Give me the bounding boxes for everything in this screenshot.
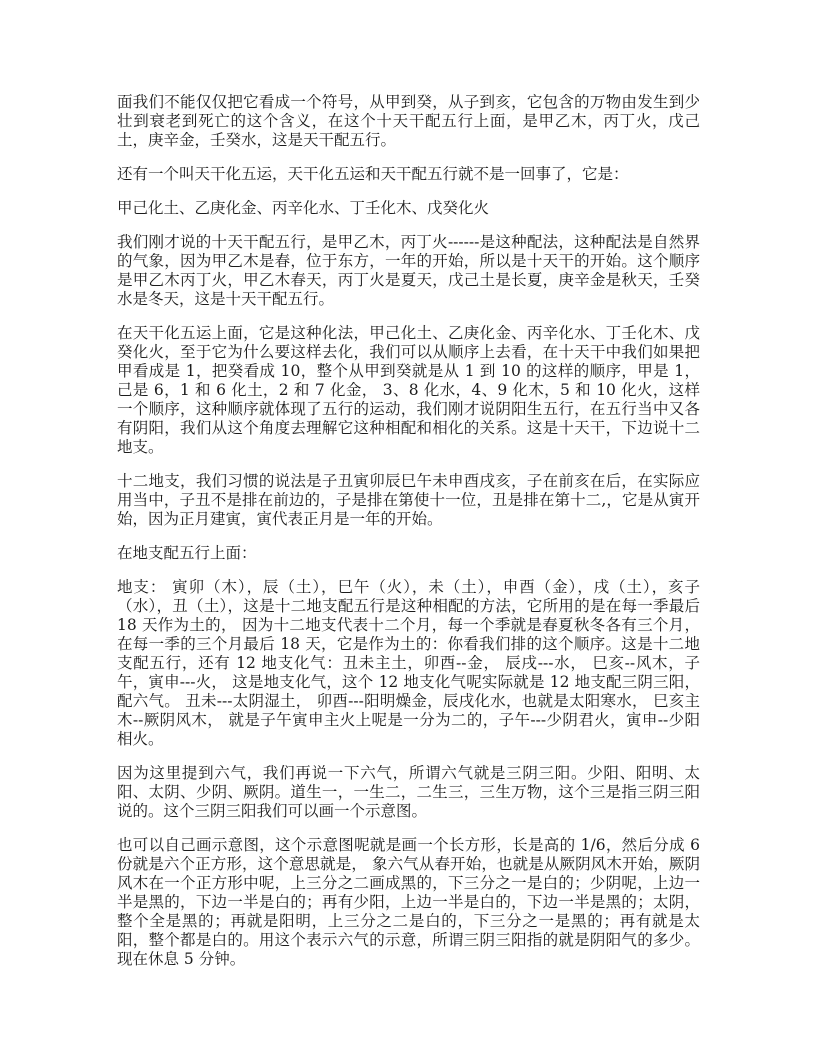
paragraph-dizhi-order: 十二地支，我们习惯的说法是子丑寅卯辰巳午未申酉戌亥，子在前亥在后，在实际应用当中，子丑不是排在前边的，子是排在第使十一位，丑是排在第十二,，它是从寅开始，因为正月建寅，寅代表正月是一年的开始。 (117, 472, 700, 528)
paragraph-tiangan-wuxing-intro: 面我们不能仅仅把它看成一个符号，从甲到癸，从子到亥，它包含的万物由发生到少壮到衰老到死亡的这个含义，在这个十天干配五行上面，是甲乙木，丙丁火，戊己土，庚辛金，壬癸水，这是天干配五行。 (117, 93, 700, 149)
paragraph-liuqi-intro: 因为这里提到六气，我们再说一下六气，所谓六气就是三阴三阳。少阳、阳明、太阳、太阴、少阴、厥阴。道生一，一生二，二生三，三生万物，这个三是指三阴三阳说的。这个三阴三阳我们可以画一个示意图。 (117, 764, 700, 820)
paragraph-dizhi-wuxing-heading: 在地支配五行上面： (117, 544, 257, 562)
paragraph-huawuyun-numbers: 在天干化五运上面，它是这种化法，甲己化土、乙庚化金、丙辛化水、丁壬化木、戊癸化火，至于它为什么要这样去化，我们可以从顺序上去看，在十天干中我们如果把甲看成是 1，把癸看成 10，整个从甲到癸就是从 1 到 10 的这样的顺序，甲是 1，己是 6，1 和 6 化土，2 和 7 化金， 3、8 化水，4、9 化木，5 和 10 化火，这样一个顺序，这种顺序就体现了五行的运动，我们刚才说阴阳生五行，在五行当中又各有阴阳，我们从这个角度去理解它这种相配和相化的关系。这是十天干，下边说十二地支。 (117, 324, 700, 456)
paragraph-dizhi-wuxing-detail: 地支： 寅卯（木），辰（土），巳午（火），未（土），申酉（金），戌（土），亥子（水），丑（土），这是十二地支配五行是这种相配的方法，它所用的是在每一季最后 18 天作为土的， 因为十二地支代表十二个月，每一个季就是春夏秋冬各有三个月，在每一季的三个月最后 18 天，它是作为土的：你看我们排的这个顺序。这是十二地支配五行，还有 12 地支化气：丑未主土，卯酉--金， 辰戌---水， 巳亥--风木，子午，寅申---火， 这是地支化气，这个 12 地支化气呢实际就是 12 地支配三阴三阳， 配六气。 丑未---太阴湿土， 卯酉---阳明燥金，辰戌化水，也就是太阳寒水， 巳亥主木--厥阴风木， 就是子午寅申主火上呢是一分为二的，子午---少阴君火，寅申--少阳相火。 (117, 578, 700, 748)
document-body (117, 93, 700, 969)
paragraph-tiangan-peiwuxing-order: 我们刚才说的十天干配五行，是甲乙木，丙丁火------是这种配法，这种配法是自然界的气象，因为甲乙木是春，位于东方，一年的开始，所以是十天干的开始。这个顺序是甲乙木丙丁火，甲乙木春天，丙丁火是夏天，戊己土是长夏，庚辛金是秋天，壬癸水是冬天，这是十天干配五行。 (117, 233, 700, 308)
paragraph-liuqi-diagram: 也可以自己画示意图，这个示意图呢就是画一个长方形，长是高的 1/6，然后分成 6 份就是六个正方形，这个意思就是， 象六气从春开始，也就是从厥阴风木开始，厥阴风木在一个正方形中呢，上三分之二画成黑的，下三分之一是白的；少阴呢，上边一半是黑的，下边一半是白的；再有少阳，上边一半是白的，下边一半是黑的；太阴，整个全是黑的；再就是阳明，上三分之二是白的，下三分之一是黑的；再有就是太阳，整个都是白的。用这个表示六气的示意，所谓三阴三阳指的就是阴阳气的多少。现在休息 5 分钟。 (117, 836, 700, 968)
paragraph-huawuyun-list: 甲己化土、乙庚化金、丙辛化水、丁壬化木、戊癸化火 (117, 199, 490, 217)
paragraph-tiangan-huawuyun-intro: 还有一个叫天干化五运，天干化五运和天干配五行就不是一回事了，它是： (117, 165, 629, 183)
